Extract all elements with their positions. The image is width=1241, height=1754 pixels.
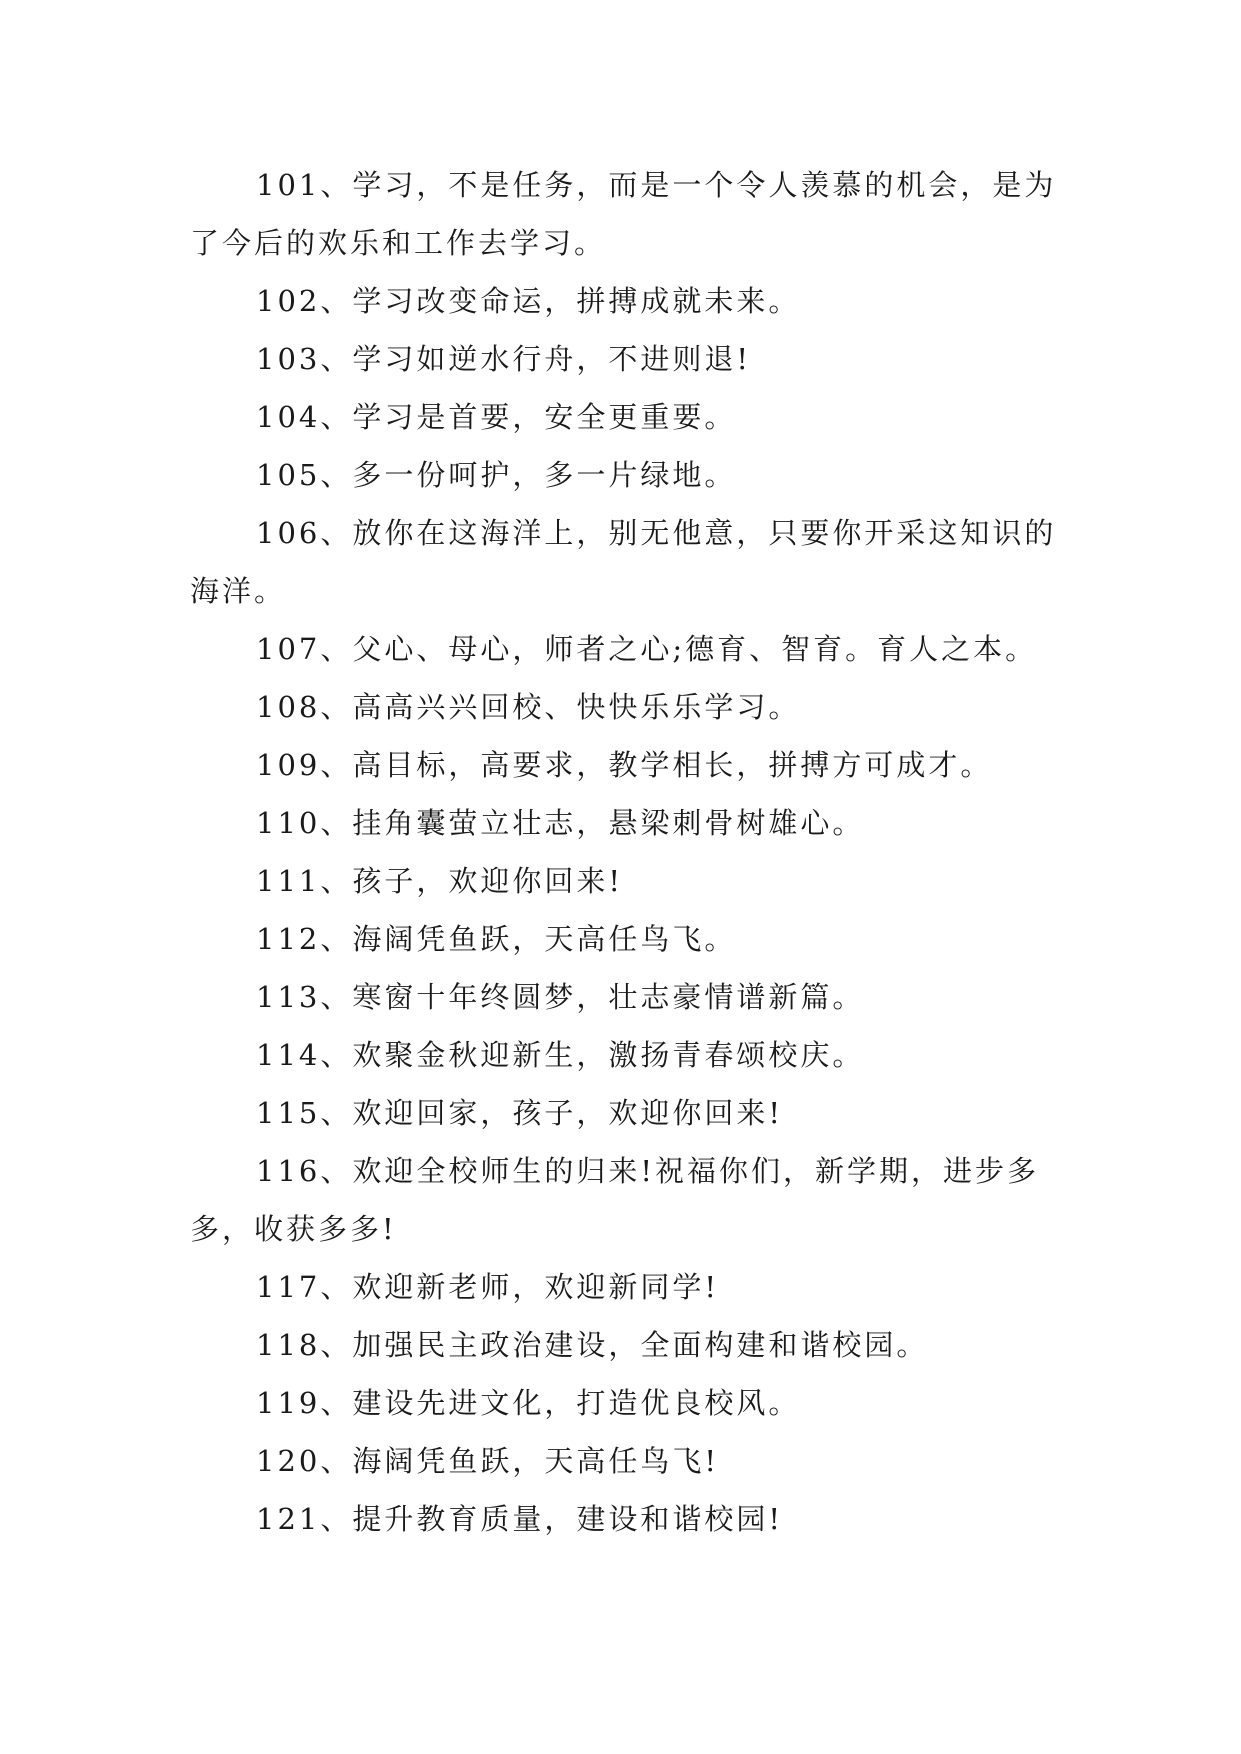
list-item: 115、欢迎回家，孩子，欢迎你回来! (256, 1096, 784, 1130)
list-item: 103、学习如逆水行舟，不进则退! (256, 342, 752, 376)
list-item: 106、放你在这海洋上，别无他意，只要你开采这知识的海洋。 (190, 516, 1057, 608)
list-item: 112、海阔凭鱼跃，天高任鸟飞。 (256, 922, 737, 956)
list-item: 110、挂角囊萤立壮志，悬梁刺骨树雄心。 (256, 806, 865, 840)
list-item: 114、欢聚金秋迎新生，激扬青春颂校庆。 (256, 1038, 865, 1072)
list-item: 108、高高兴兴回校、快快乐乐学习。 (256, 690, 801, 724)
list-item: 120、海阔凭鱼跃，天高任鸟飞! (256, 1444, 720, 1478)
list-item: 101、学习，不是任务，而是一个令人羡慕的机会，是为了今后的欢乐和工作去学习。 (190, 168, 1057, 260)
list-item: 113、寒窗十年终圆梦，壮志豪情谱新篇。 (256, 980, 865, 1014)
list-item: 118、加强民主政治建设，全面构建和谐校园。 (256, 1328, 929, 1362)
list-item: 109、高目标，高要求，教学相长，拼搏方可成才。 (256, 748, 993, 782)
list-item: 117、欢迎新老师，欢迎新同学! (256, 1270, 720, 1304)
document-body (190, 156, 1070, 1548)
list-item: 104、学习是首要，安全更重要。 (256, 400, 737, 434)
list-item: 107、父心、母心，师者之心;德育、智育。育人之本。 (256, 632, 1038, 666)
list-item: 102、学习改变命运，拼搏成就未来。 (256, 284, 801, 318)
list-item: 119、建设先进文化，打造优良校风。 (256, 1386, 801, 1420)
list-item: 111、孩子，欢迎你回来! (256, 864, 624, 898)
list-item: 116、欢迎全校师生的归来!祝福你们，新学期，进步多多，收获多多! (190, 1154, 1040, 1246)
list-item: 121、提升教育质量，建设和谐校园! (256, 1502, 784, 1536)
list-item: 105、多一份呵护，多一片绿地。 (256, 458, 737, 492)
